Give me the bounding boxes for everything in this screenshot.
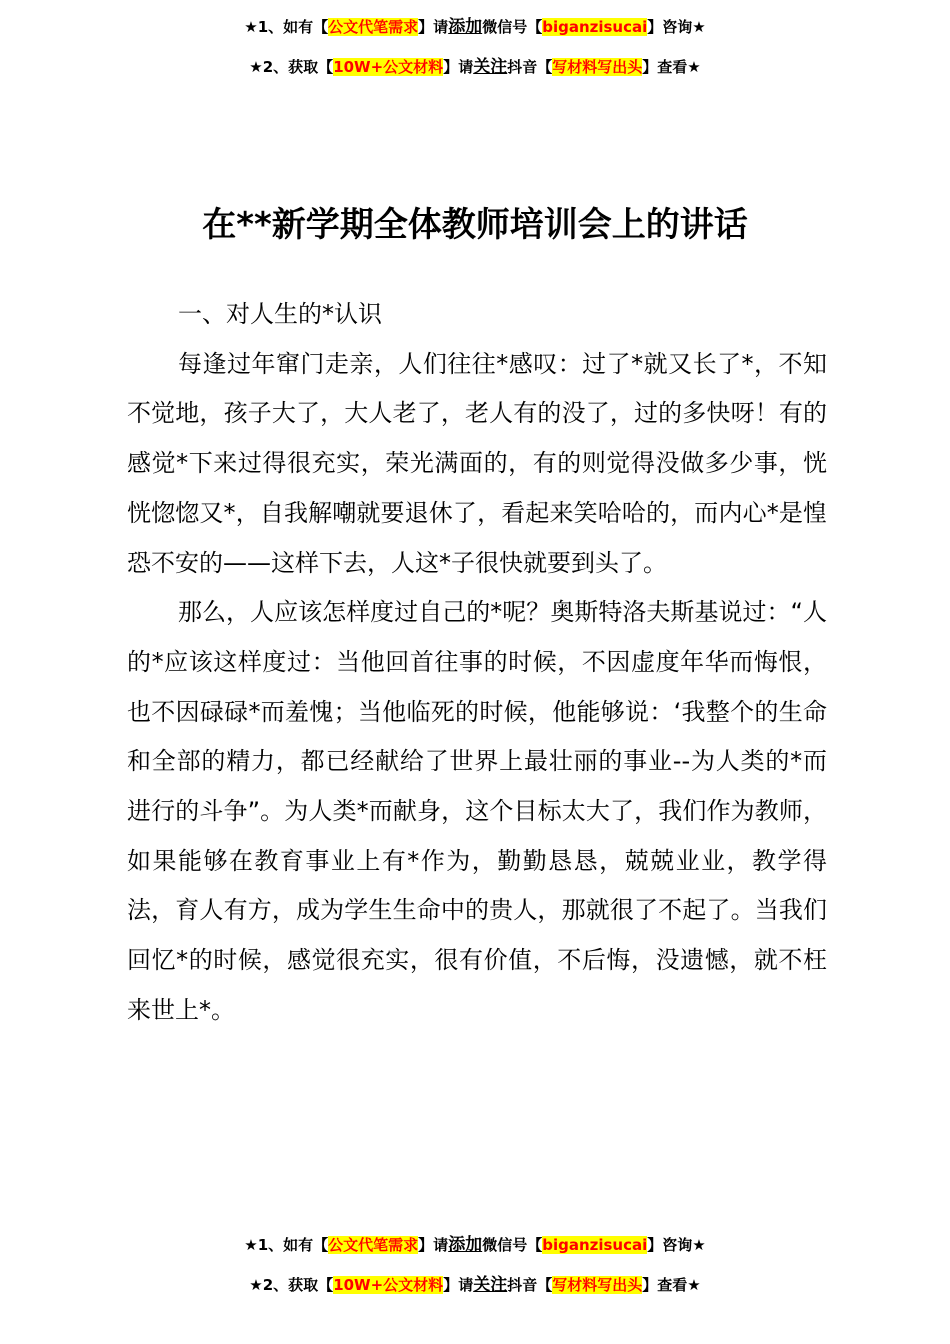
banner-text: ★1、如有【 xyxy=(244,18,329,36)
highlight-text: 10W+公文材料 xyxy=(333,1276,444,1294)
banner-text: 】请 xyxy=(443,58,474,76)
banner-line-1 xyxy=(0,1234,950,1256)
wechat-id: biganzisucai xyxy=(542,1236,648,1254)
underlined-text: 添加 xyxy=(448,1235,483,1255)
douyin-id: 写材料写出头 xyxy=(552,58,643,76)
banner-text: 】查看★ xyxy=(642,58,701,76)
banner-text: 抖音【 xyxy=(507,1276,553,1294)
banner-text: 抖音【 xyxy=(507,58,553,76)
underlined-text: 添加 xyxy=(448,17,483,37)
footer-banner xyxy=(0,1234,950,1296)
banner-text: 微信号【 xyxy=(482,18,543,36)
header-banner xyxy=(0,16,950,78)
banner-line-2 xyxy=(0,1274,950,1296)
highlight-text: 10W+公文材料 xyxy=(333,58,444,76)
banner-text: 】查看★ xyxy=(642,1276,701,1294)
banner-text: 】咨询★ xyxy=(647,18,706,36)
highlight-text: 公文代笔需求 xyxy=(328,18,419,36)
banner-text: ★2、获取【 xyxy=(249,1276,334,1294)
section-heading: 一、对人生的*认识 xyxy=(178,300,382,328)
banner-text: 】咨询★ xyxy=(647,1236,706,1254)
douyin-id: 写材料写出头 xyxy=(552,1276,643,1294)
highlight-text: 公文代笔需求 xyxy=(328,1236,419,1254)
banner-text: 】请 xyxy=(418,1236,449,1254)
body-paragraph: 那么，人应该怎样度过自己的*呢？奥斯特洛夫斯基说过：“人的*应该这样度过：当他回首往事的时候，不因虚度年华而悔恨，也不因碌碌*而羞愧；当他临死的时候，他能够说：‘我整个的生命和全部的精力，都已经献给了世界上最壮丽的事业--为人类的*而进行的斗争”。为人类*而献身，这个目标太大了，我们作为教师，如果能够在教育事业上有*作为，勤勤恳恳，兢兢业业，教学得法，育人有方，成为学生生命中的贵人，那就很了不起了。当我们回忆*的时候，感觉很充实，很有价值，不后悔，没遗憾，就不枉来世上*。 xyxy=(127,598,827,1024)
document-title: 在**新学期全体教师培训会上的讲话 xyxy=(202,205,748,245)
wechat-id: biganzisucai xyxy=(542,18,648,36)
banner-text: ★1、如有【 xyxy=(244,1236,329,1254)
banner-text: ★2、获取【 xyxy=(249,58,334,76)
underlined-text: 关注 xyxy=(473,57,508,77)
banner-text: 微信号【 xyxy=(482,1236,543,1254)
body-paragraph: 每逢过年窜门走亲，人们往往*感叹：过了*就又长了*，不知不觉地，孩子大了，大人老了，老人有的没了，过的多快呀！有的感觉*下来过得很充实，荣光满面的，有的则觉得没做多少事，恍恍惚惚又*，自我解嘲就要退休了，看起来笑哈哈的，而内心*是惶恐不安的——这样下去，人这*子很快就要到头了。 xyxy=(127,349,827,577)
underlined-text: 关注 xyxy=(473,1275,508,1295)
banner-text: 】请 xyxy=(418,18,449,36)
banner-text: 】请 xyxy=(443,1276,474,1294)
banner-line-2 xyxy=(0,56,950,78)
banner-line-1 xyxy=(0,16,950,38)
document-body xyxy=(127,290,827,1036)
